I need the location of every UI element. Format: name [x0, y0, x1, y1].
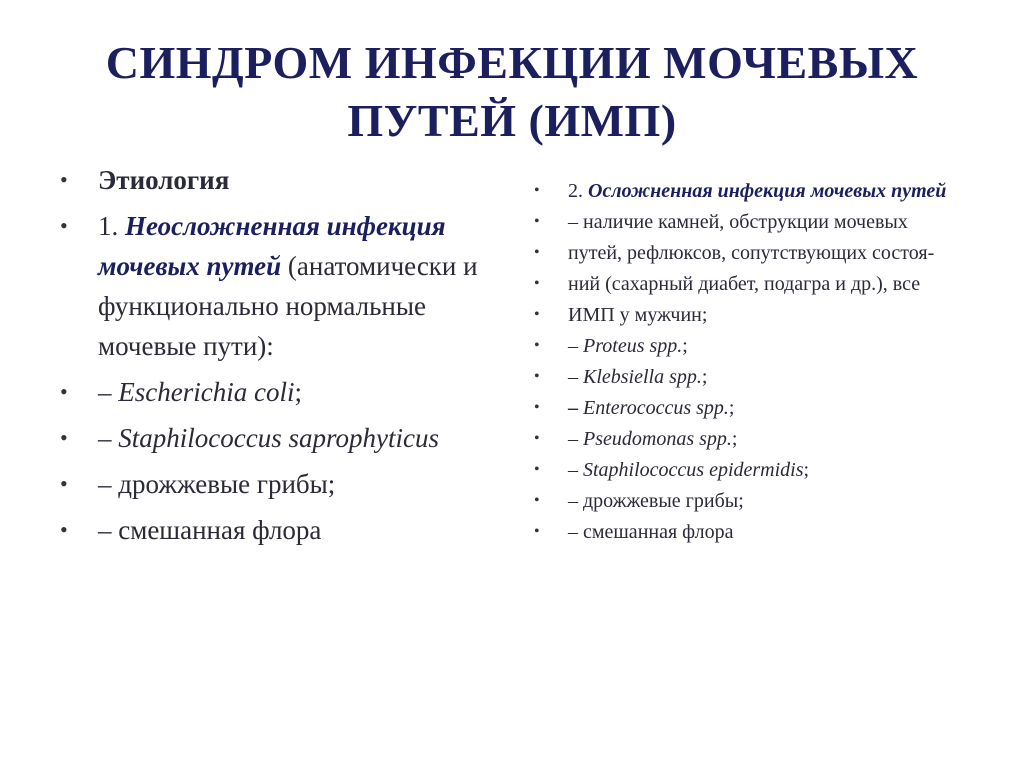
etiology-heading: Этиология	[98, 165, 230, 195]
dash: –	[568, 459, 583, 481]
complication-line-4: ИМП у мужчин;	[568, 304, 708, 326]
organism-staph-epidermidis: Staphilococcus epidermidis	[583, 459, 804, 481]
bullet-icon: •	[534, 306, 540, 323]
list-item-pseudomonas	[534, 428, 974, 450]
bullet-icon: •	[534, 275, 540, 292]
slide-title	[0, 34, 1024, 150]
bullet-icon: •	[60, 471, 68, 496]
yeast-fungi-text: – дрожжевые грибы;	[568, 490, 744, 512]
bullet-icon: •	[534, 368, 540, 385]
complicated-infection-term: Осложненная инфекция мочевых путей	[588, 180, 947, 202]
bullet-icon: •	[534, 523, 540, 540]
complication-line-1: – наличие камней, обструкции мочевых	[568, 211, 908, 233]
list-item-stones	[534, 211, 974, 233]
list-item-diseases	[534, 273, 974, 295]
bullet-icon: •	[60, 425, 68, 450]
left-column-list	[60, 160, 510, 556]
list-item-staph-epidermidis	[534, 459, 974, 481]
bullet-icon: •	[60, 167, 68, 192]
semicolon: ;	[728, 397, 735, 419]
bullet-icon: •	[534, 492, 540, 509]
item-number: 2.	[568, 180, 588, 202]
bullet-icon: •	[60, 213, 68, 238]
dash: –	[98, 423, 119, 453]
bullet-icon: •	[534, 430, 540, 447]
bullet-icon: •	[534, 182, 540, 199]
slide-title-line-1: СИНДРОМ ИНФЕКЦИИ МОЧЕВЫХ	[105, 37, 919, 88]
bullet-icon: •	[534, 244, 540, 261]
bullet-icon: •	[534, 337, 540, 354]
bullet-icon: •	[534, 461, 540, 478]
bullet-icon: •	[60, 517, 68, 542]
list-item-yeast	[60, 464, 510, 504]
list-item-staph-saprophyticus	[60, 418, 510, 458]
dash: –	[98, 377, 119, 407]
complication-line-2: путей, рефлюксов, сопутствующих состоя-	[568, 242, 935, 264]
bullet-icon: •	[534, 213, 540, 230]
organism-klebsiella: Klebsiella spp.	[583, 366, 702, 388]
list-item-reflux	[534, 242, 974, 264]
list-item-ecoli	[60, 372, 510, 412]
list-item-proteus	[534, 335, 974, 357]
bullet-icon: •	[60, 379, 68, 404]
complication-line-3: ний (сахарный диабет, подагра и др.), все	[568, 273, 921, 295]
organism-enterococcus: Enterococcus spp.	[583, 397, 729, 419]
list-item-uncomplicated	[60, 206, 510, 366]
organism-proteus: Proteus spp.	[583, 335, 683, 357]
dash: –	[568, 397, 583, 419]
semicolon: ;	[701, 366, 708, 388]
dash: –	[568, 428, 583, 450]
mixed-flora-text: – смешанная флора	[98, 515, 322, 545]
organism-pseudomonas: Pseudomonas spp.	[583, 428, 732, 450]
list-item-enterococcus	[534, 397, 974, 419]
list-item-men	[534, 304, 974, 326]
uncomplicated-infection-term: Неосложненная инфекция мочевых путей	[98, 211, 446, 281]
list-item-yeast	[534, 490, 974, 512]
organism-staph-saprophyticus: Staphilococcus saprophyticus	[118, 423, 439, 453]
list-item-etiology	[60, 160, 510, 200]
semicolon: ;	[803, 459, 810, 481]
semicolon: ;	[731, 428, 738, 450]
item-number: 1.	[98, 211, 125, 241]
dash: –	[568, 335, 583, 357]
list-item-complicated	[534, 180, 974, 202]
semicolon: ;	[294, 377, 302, 407]
semicolon: ;	[682, 335, 688, 357]
dash: –	[568, 366, 583, 388]
slide-title-line-2: ПУТЕЙ (ИМП)	[347, 95, 677, 146]
list-item-mixed-flora	[60, 510, 510, 550]
mixed-flora-text: – смешанная флора	[568, 521, 734, 543]
yeast-fungi-text: – дрожжевые грибы;	[98, 469, 336, 499]
list-item-klebsiella	[534, 366, 974, 388]
uncomplicated-infection-description: (анатомически и функционально нормальные мочевые пути):	[98, 251, 478, 361]
list-item-mixed-flora	[534, 521, 974, 543]
organism-ecoli: Escherichia coli	[118, 377, 295, 407]
bullet-icon: •	[534, 399, 540, 416]
right-column-list	[534, 180, 974, 552]
